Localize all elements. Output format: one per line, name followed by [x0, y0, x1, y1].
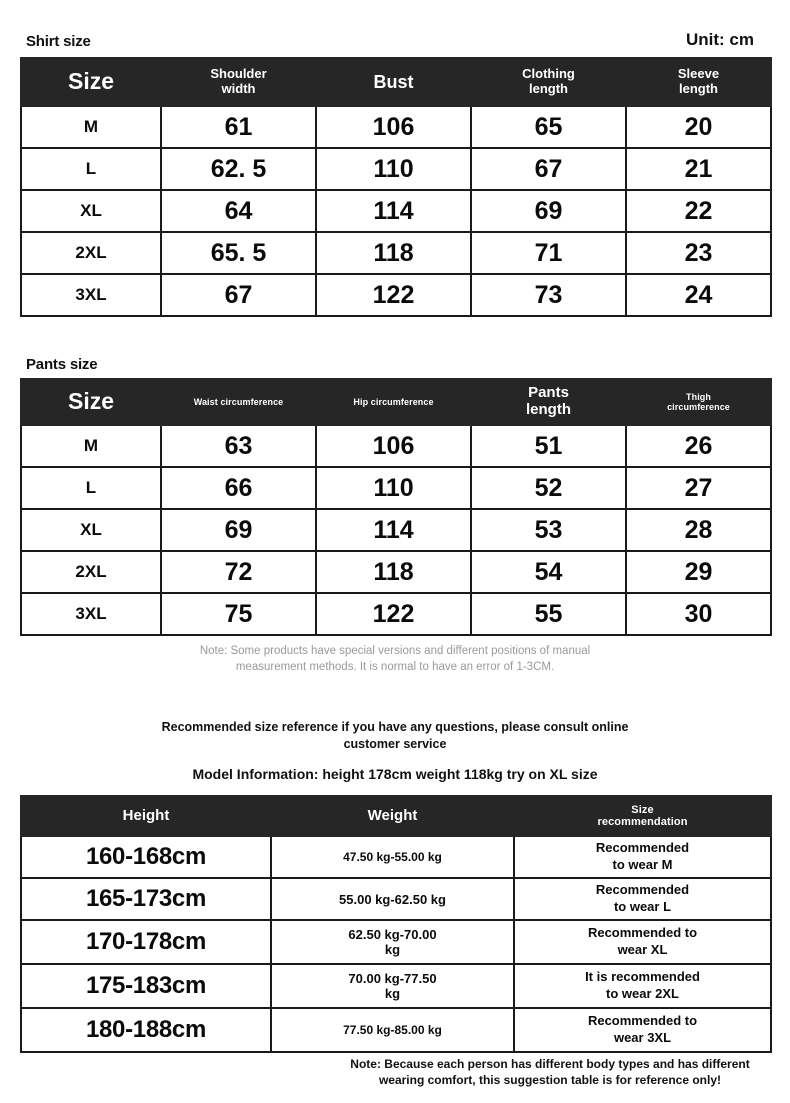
cell-height: 180-188cm	[21, 1008, 271, 1052]
cell-sleeve: 22	[626, 190, 771, 232]
cell-height: 165-173cm	[21, 878, 271, 920]
cell-clothing: 73	[471, 274, 626, 316]
cell-clothing: 71	[471, 232, 626, 274]
cell-hip: 118	[316, 551, 471, 593]
pants-col-waist-circumference: Waist circumference	[161, 379, 316, 425]
cell-bust: 114	[316, 190, 471, 232]
table-row	[21, 106, 771, 148]
rec-line1: Recommended to	[587, 925, 698, 941]
cell-bust: 110	[316, 148, 471, 190]
pants-col-pants-length	[471, 379, 626, 425]
table-row	[21, 148, 771, 190]
cell-sleeve: 23	[626, 232, 771, 274]
cell-size-recommendation	[514, 1008, 771, 1052]
cell-waist: 69	[161, 509, 316, 551]
rec-line1: Recommended	[595, 840, 690, 856]
cell-size: L	[21, 467, 161, 509]
cell-weight: 77.50 kg-85.00 kg	[271, 1008, 514, 1052]
table-row	[21, 920, 771, 964]
cell-size: 3XL	[21, 593, 161, 635]
cell-bust: 122	[316, 274, 471, 316]
cell-sleeve: 21	[626, 148, 771, 190]
table-row	[21, 425, 771, 467]
pants-col-hip-circumference: Hip circumference	[316, 379, 471, 425]
table-row	[21, 551, 771, 593]
pants-size-table	[20, 378, 772, 636]
cell-shoulder: 62. 5	[161, 148, 316, 190]
shirt-table-header-row	[21, 58, 771, 106]
cell-bust: 118	[316, 232, 471, 274]
size-recommendation-table	[20, 795, 772, 1053]
rec-col-size-line2: recommendation	[597, 816, 688, 828]
cell-thigh: 26	[626, 425, 771, 467]
rec-col-height: Height	[21, 796, 271, 836]
rec-line1: It is recommended	[585, 969, 700, 985]
cell-weight: 55.00 kg-62.50 kg	[271, 878, 514, 920]
recommendation-table-header-row	[21, 796, 771, 836]
cell-thigh: 30	[626, 593, 771, 635]
pants-size-caption: Pants size	[26, 356, 98, 373]
cell-hip: 114	[316, 509, 471, 551]
cell-waist: 66	[161, 467, 316, 509]
shirt-col-shoulder-width	[161, 58, 316, 106]
rec-line2: wear 3XL	[613, 1030, 672, 1045]
cell-thigh: 28	[626, 509, 771, 551]
shirt-col-shoulder-line2: width	[221, 81, 256, 96]
cell-waist: 72	[161, 551, 316, 593]
rec-line1: Recommended to	[587, 1013, 698, 1029]
cell-weight	[271, 964, 514, 1008]
shirt-col-size: Size	[21, 58, 161, 106]
rec-line2: to wear 2XL	[606, 986, 679, 1001]
cell-waist: 75	[161, 593, 316, 635]
cell-thigh: 27	[626, 467, 771, 509]
cell-length: 55	[471, 593, 626, 635]
pants-col-size: Size	[21, 379, 161, 425]
disclaimer-note: Note: Because each person has different body types and has different wearing comfort, this suggestion table is for reference only!	[350, 1057, 750, 1088]
table-row	[21, 1008, 771, 1052]
cell-thigh: 29	[626, 551, 771, 593]
table-row	[21, 593, 771, 635]
cell-hip: 122	[316, 593, 471, 635]
cell-length: 53	[471, 509, 626, 551]
cell-clothing: 69	[471, 190, 626, 232]
rec-col-weight: Weight	[271, 796, 514, 836]
model-information: Model Information: height 178cm weight 118kg try on XL size	[192, 766, 598, 782]
pants-col-thigh-line1: Thigh	[686, 391, 711, 402]
cell-height: 175-183cm	[21, 964, 271, 1008]
shirt-col-clothing-length	[471, 58, 626, 106]
cell-weight	[271, 920, 514, 964]
weight-line1: 62.50 kg-70.00	[348, 927, 437, 942]
cell-size: 2XL	[21, 232, 161, 274]
pants-col-length-line2: length	[526, 401, 571, 418]
shirt-table-body	[21, 106, 771, 316]
cell-size-recommendation	[514, 878, 771, 920]
cell-size: L	[21, 148, 161, 190]
cell-clothing: 65	[471, 106, 626, 148]
table-row	[21, 274, 771, 316]
table-row	[21, 232, 771, 274]
shirt-size-caption: Shirt size	[26, 33, 91, 50]
cell-size: XL	[21, 509, 161, 551]
measurement-note: Note: Some products have special versions and different positions of manual measurement methods. It is normal to have an error of 1-3CM.	[199, 645, 591, 673]
table-row	[21, 467, 771, 509]
rec-col-size-recommendation	[514, 796, 771, 836]
cell-height: 160-168cm	[21, 836, 271, 878]
cell-size: M	[21, 106, 161, 148]
shirt-col-sleeve-length	[626, 58, 771, 106]
cell-size: XL	[21, 190, 161, 232]
cell-size: 3XL	[21, 274, 161, 316]
cell-shoulder: 64	[161, 190, 316, 232]
cell-shoulder: 67	[161, 274, 316, 316]
cell-waist: 63	[161, 425, 316, 467]
cell-sleeve: 24	[626, 274, 771, 316]
rec-line2: to wear L	[613, 899, 672, 914]
shirt-col-sleeve-line2: length	[679, 81, 718, 96]
table-row	[21, 878, 771, 920]
shirt-size-table	[20, 57, 772, 317]
shirt-col-shoulder-line1: Shoulder	[210, 66, 267, 82]
table-row	[21, 964, 771, 1008]
shirt-col-bust: Bust	[316, 58, 471, 106]
rec-line2: wear XL	[617, 942, 668, 957]
cell-weight: 47.50 kg-55.00 kg	[271, 836, 514, 878]
weight-line2: kg	[384, 942, 401, 957]
cell-size-recommendation	[514, 964, 771, 1008]
cell-length: 54	[471, 551, 626, 593]
rec-col-size-line1: Size	[631, 803, 654, 816]
recommendation-table-body	[21, 836, 771, 1052]
table-row	[21, 836, 771, 878]
cell-size-recommendation	[514, 920, 771, 964]
unit-label: Unit: cm	[686, 30, 754, 49]
rec-line2: to wear M	[612, 857, 673, 872]
shirt-col-clothing-line2: length	[529, 81, 568, 96]
cell-shoulder: 65. 5	[161, 232, 316, 274]
cell-shoulder: 61	[161, 106, 316, 148]
table-row	[21, 190, 771, 232]
rec-line1: Recommended	[595, 882, 690, 898]
cell-hip: 106	[316, 425, 471, 467]
cell-size-recommendation	[514, 836, 771, 878]
pants-col-thigh-line2: circumference	[667, 402, 730, 412]
cell-height: 170-178cm	[21, 920, 271, 964]
weight-line2: kg	[384, 986, 401, 1001]
cell-bust: 106	[316, 106, 471, 148]
cell-size: M	[21, 425, 161, 467]
recommendation-intro: Recommended size reference if you have any questions, please consult online customer service	[161, 720, 629, 751]
weight-line1: 70.00 kg-77.50	[348, 971, 437, 986]
cell-length: 52	[471, 467, 626, 509]
cell-clothing: 67	[471, 148, 626, 190]
pants-col-length-line1: Pants	[528, 384, 569, 402]
cell-hip: 110	[316, 467, 471, 509]
shirt-col-clothing-line1: Clothing	[522, 66, 575, 82]
shirt-col-sleeve-line1: Sleeve	[677, 66, 720, 82]
cell-sleeve: 20	[626, 106, 771, 148]
pants-table-body	[21, 425, 771, 635]
pants-table-header-row	[21, 379, 771, 425]
cell-length: 51	[471, 425, 626, 467]
table-row	[21, 509, 771, 551]
pants-col-thigh-circumference	[626, 379, 771, 425]
cell-size: 2XL	[21, 551, 161, 593]
